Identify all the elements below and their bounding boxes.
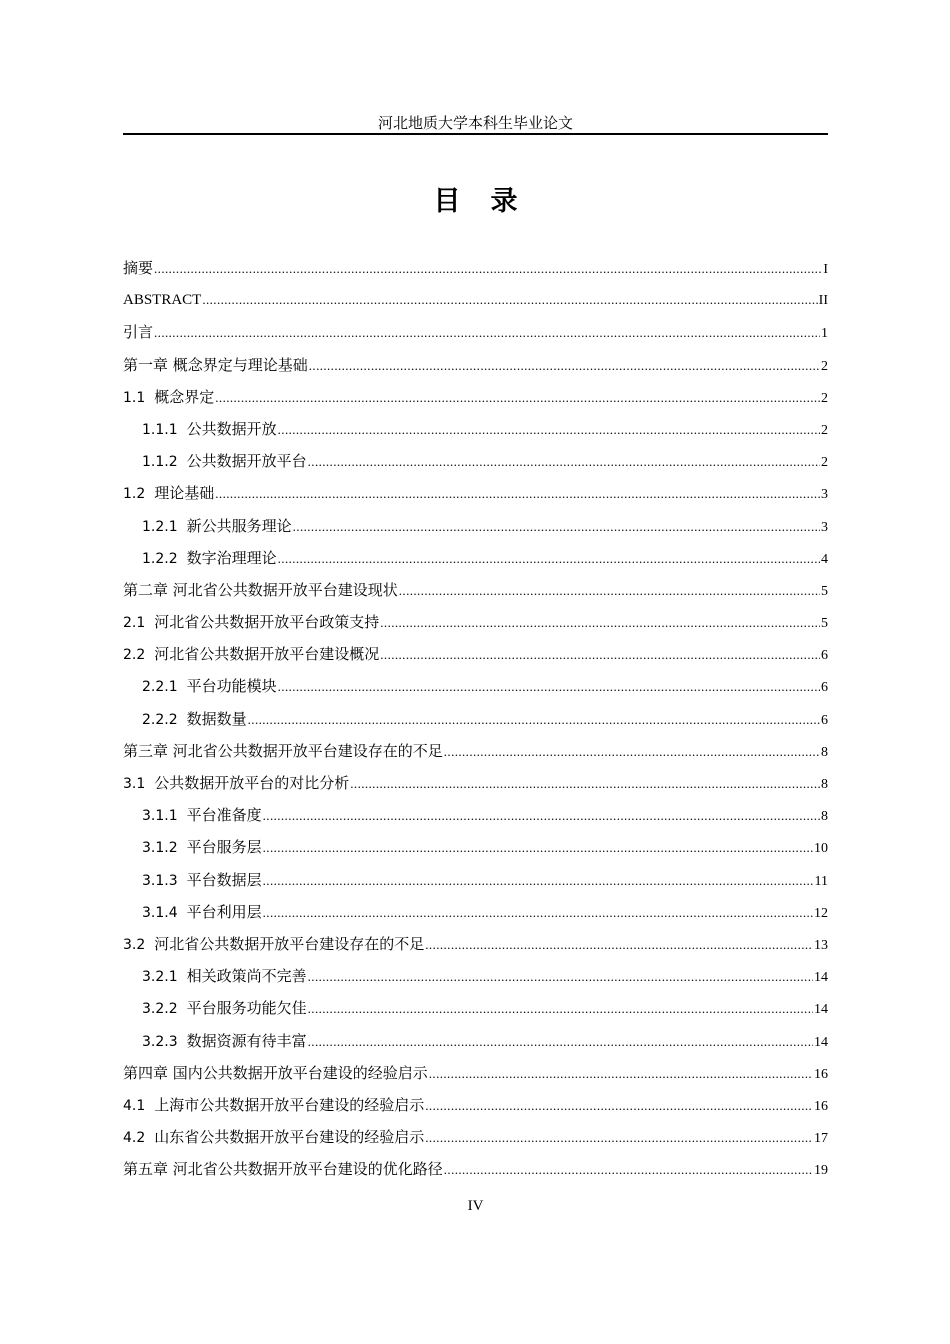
toc-entry-title: 第二章 河北省公共数据开放平台建设现状 bbox=[123, 580, 398, 599]
toc-entry-page: 2 bbox=[821, 390, 828, 406]
toc-entry-page: 14 bbox=[814, 970, 828, 986]
toc-entry-page: 6 bbox=[821, 648, 828, 664]
toc-entry-page: 2 bbox=[821, 358, 828, 374]
toc-entry[interactable] bbox=[123, 284, 828, 316]
toc-entry-number: 1.1.1 bbox=[142, 421, 178, 438]
toc-dot-leader bbox=[215, 382, 820, 413]
toc-entry-title: 第五章 河北省公共数据开放平台建设的优化路径 bbox=[123, 1160, 443, 1179]
toc-entry-title: 第四章 国内公共数据开放平台建设的经验启示 bbox=[123, 1063, 428, 1082]
toc-entry-number: 3.1.2 bbox=[142, 840, 178, 857]
toc-dot-leader bbox=[444, 1154, 813, 1185]
toc-entry[interactable] bbox=[123, 1057, 828, 1089]
toc-entry-number: 2.2.2 bbox=[142, 711, 178, 728]
toc-entry-number: 3.2.2 bbox=[142, 1001, 178, 1018]
toc-dot-leader bbox=[350, 768, 820, 799]
toc-entry-number: 3.2.1 bbox=[142, 969, 178, 986]
toc-entry-number: 1.1 bbox=[123, 389, 146, 406]
page-number: IV bbox=[467, 1198, 484, 1214]
toc-entry-number: 1.1.2 bbox=[142, 454, 178, 471]
toc-entry-title: 公共数据开放平台的对比分析 bbox=[154, 774, 350, 792]
toc-entry-title: 概念界定 bbox=[154, 387, 215, 406]
toc-entry[interactable] bbox=[123, 928, 828, 960]
toc-dot-leader bbox=[154, 317, 820, 348]
toc-entry-title: 公共数据开放 bbox=[186, 419, 277, 438]
toc-entry[interactable] bbox=[123, 477, 828, 509]
toc-entry-number: 3.2.3 bbox=[142, 1033, 178, 1050]
toc-entry-title: 摘要 bbox=[123, 259, 154, 277]
toc-entry[interactable] bbox=[123, 992, 828, 1024]
toc-title: 目录 bbox=[433, 186, 548, 217]
toc-entry[interactable] bbox=[123, 831, 828, 863]
toc-entry-title: 引言 bbox=[123, 323, 154, 342]
toc-dot-leader bbox=[380, 639, 820, 670]
toc-entry-number: 3.1 bbox=[123, 776, 146, 792]
toc-entry[interactable] bbox=[123, 670, 828, 702]
toc-dot-leader bbox=[309, 350, 820, 381]
toc-entry-title: 平台服务功能欠佳 bbox=[186, 999, 307, 1018]
toc-entry-page: 3 bbox=[821, 487, 828, 503]
toc-entry-page: II bbox=[818, 293, 828, 309]
toc-entry-title: 数字治理理论 bbox=[186, 548, 277, 567]
toc-entry-title: 山东省公共数据开放平台建设的经验启示 bbox=[154, 1128, 425, 1147]
toc-entry-number: 4.1 bbox=[123, 1097, 146, 1114]
toc-dot-leader bbox=[425, 1090, 813, 1121]
toc-entry[interactable] bbox=[123, 445, 828, 477]
toc-entry-page: 4 bbox=[821, 551, 828, 567]
toc-entry[interactable] bbox=[123, 510, 828, 542]
toc-dot-leader bbox=[380, 607, 820, 638]
toc-dot-leader bbox=[263, 800, 820, 831]
toc-entry-title: 平台功能模块 bbox=[186, 677, 277, 696]
toc-entry-title: 河北省公共数据开放平台建设存在的不足 bbox=[154, 934, 425, 953]
toc-dot-leader bbox=[444, 736, 820, 767]
toc-entry-number: 3.1.1 bbox=[142, 808, 178, 825]
toc-entry[interactable] bbox=[123, 1121, 828, 1153]
toc-entry-page: 12 bbox=[814, 905, 828, 921]
toc-entry-number: 3.1.4 bbox=[142, 904, 178, 921]
toc-entry-page: 13 bbox=[814, 937, 828, 953]
toc-entry-title: 平台服务层 bbox=[186, 838, 262, 857]
toc-entry[interactable] bbox=[123, 896, 828, 928]
toc-entry-page: 14 bbox=[814, 1002, 828, 1018]
toc-entry-page: 6 bbox=[821, 712, 828, 728]
toc-dot-leader bbox=[308, 993, 813, 1024]
toc-dot-leader bbox=[308, 1026, 813, 1057]
toc-entry-page: 16 bbox=[814, 1098, 828, 1114]
toc-entry-title: 数据数量 bbox=[186, 709, 247, 728]
toc-entry-title: 第三章 河北省公共数据开放平台建设存在的不足 bbox=[123, 741, 443, 760]
toc-entry-number: 3.2 bbox=[123, 936, 146, 953]
toc-entry[interactable] bbox=[123, 864, 828, 896]
toc-entry-page: 6 bbox=[821, 680, 828, 696]
toc-entry-page: 8 bbox=[821, 744, 828, 760]
toc-entry-title: 河北省公共数据开放平台建设概况 bbox=[154, 645, 380, 664]
toc-entry-number: 3.1.3 bbox=[142, 872, 178, 889]
toc-entry[interactable] bbox=[123, 542, 828, 574]
toc-entry-title: 上海市公共数据开放平台建设的经验启示 bbox=[154, 1095, 425, 1114]
toc-entry-page: 2 bbox=[821, 455, 828, 471]
toc-dot-leader bbox=[308, 446, 820, 477]
toc-entry[interactable] bbox=[123, 413, 828, 445]
toc-entry[interactable] bbox=[123, 349, 828, 381]
toc-entry-page: 8 bbox=[821, 809, 828, 825]
toc-entry-page: 8 bbox=[821, 777, 828, 792]
toc-dot-leader bbox=[215, 478, 820, 509]
toc-entry-title: 新公共服务理论 bbox=[186, 516, 292, 535]
toc-dot-leader bbox=[278, 671, 820, 702]
toc-entry[interactable] bbox=[123, 638, 828, 670]
toc-entry-number: 2.2.1 bbox=[142, 679, 178, 696]
toc-dot-leader bbox=[263, 865, 814, 896]
toc-entry[interactable] bbox=[123, 703, 828, 735]
header-rule bbox=[123, 133, 828, 135]
toc-entry-number: 1.2 bbox=[123, 486, 146, 503]
toc-entry[interactable] bbox=[123, 574, 828, 606]
toc-entry-title: 平台利用层 bbox=[186, 902, 262, 921]
toc-entry-title: 公共数据开放平台 bbox=[186, 452, 307, 471]
toc-dot-leader bbox=[425, 1122, 813, 1153]
toc-dot-leader bbox=[308, 961, 813, 992]
toc-entry-page: 10 bbox=[814, 841, 828, 857]
table-of-contents bbox=[123, 252, 828, 1185]
toc-entry[interactable] bbox=[123, 252, 828, 284]
toc-dot-leader bbox=[278, 414, 820, 445]
toc-entry-title: 相关政策尚不完善 bbox=[186, 967, 307, 986]
toc-entry-page: 2 bbox=[821, 422, 828, 438]
toc-entry[interactable] bbox=[123, 1153, 828, 1185]
toc-dot-leader bbox=[425, 929, 813, 960]
toc-dot-leader bbox=[278, 543, 820, 574]
toc-entry-number: 2.2 bbox=[123, 647, 146, 664]
toc-entry-title: 数据资源有待丰富 bbox=[186, 1031, 307, 1050]
toc-entry-page: I bbox=[823, 262, 828, 277]
toc-dot-leader bbox=[429, 1058, 813, 1089]
toc-entry-number: 1.2.1 bbox=[142, 518, 178, 535]
toc-entry-title: ABSTRACT bbox=[123, 292, 202, 309]
toc-entry[interactable] bbox=[123, 735, 828, 767]
toc-entry[interactable] bbox=[123, 316, 828, 348]
toc-entry-title: 第一章 概念界定与理论基础 bbox=[123, 355, 308, 374]
toc-dot-leader bbox=[202, 284, 817, 316]
toc-entry-title: 河北省公共数据开放平台政策支持 bbox=[154, 613, 380, 632]
toc-dot-leader bbox=[154, 253, 822, 284]
toc-entry-number: 4.2 bbox=[123, 1130, 146, 1147]
toc-entry-page: 5 bbox=[821, 616, 828, 632]
toc-entry[interactable] bbox=[123, 767, 828, 799]
toc-entry[interactable] bbox=[123, 960, 828, 992]
toc-dot-leader bbox=[293, 511, 820, 542]
toc-entry[interactable] bbox=[123, 381, 828, 413]
toc-entry-page: 16 bbox=[814, 1066, 828, 1082]
toc-entry-page: 14 bbox=[814, 1034, 828, 1050]
toc-entry-page: 1 bbox=[821, 326, 828, 342]
toc-dot-leader bbox=[263, 897, 813, 928]
toc-entry[interactable] bbox=[123, 1089, 828, 1121]
toc-entry-title: 理论基础 bbox=[154, 484, 215, 503]
toc-entry-page: 3 bbox=[821, 519, 828, 535]
toc-entry-page: 17 bbox=[814, 1131, 828, 1147]
toc-entry-title: 平台准备度 bbox=[186, 806, 262, 825]
toc-entry[interactable] bbox=[123, 1025, 828, 1057]
toc-entry-page: 5 bbox=[821, 583, 828, 599]
toc-dot-leader bbox=[248, 704, 820, 735]
toc-entry[interactable] bbox=[123, 799, 828, 831]
toc-entry[interactable] bbox=[123, 606, 828, 638]
toc-entry-page: 11 bbox=[814, 873, 828, 889]
toc-entry-page: 19 bbox=[814, 1163, 828, 1179]
toc-entry-number: 2.1 bbox=[123, 615, 146, 632]
running-header: 河北地质大学本科生毕业论文 bbox=[377, 114, 573, 132]
toc-entry-title: 平台数据层 bbox=[186, 870, 262, 889]
toc-entry-number: 1.2.2 bbox=[142, 550, 178, 567]
toc-dot-leader bbox=[263, 832, 813, 863]
toc-dot-leader bbox=[399, 575, 820, 606]
